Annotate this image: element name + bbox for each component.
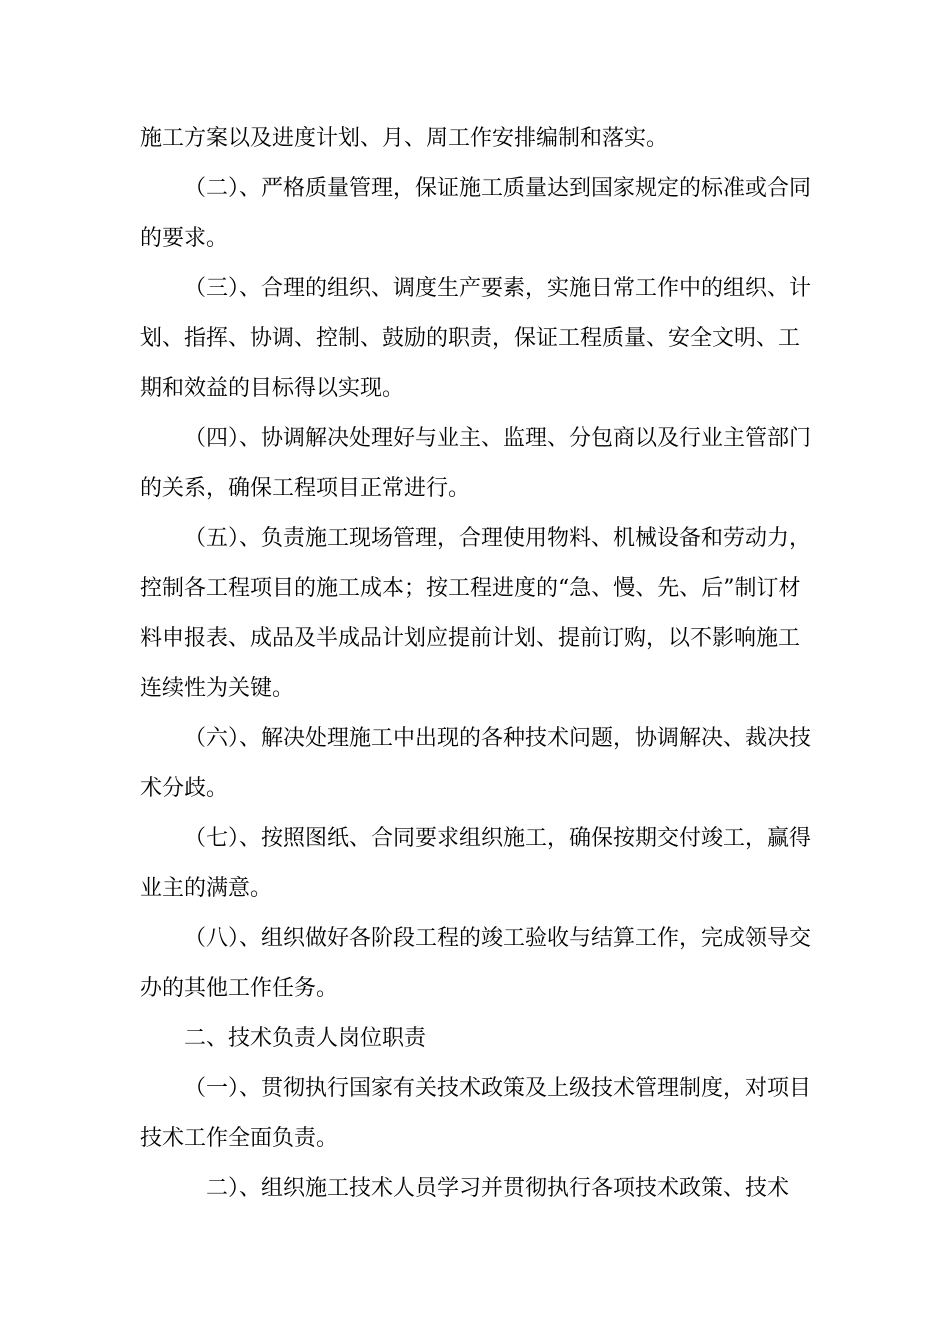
paragraph-item-5: （五）、负责施工现场管理，合理使用物料、机械设备和劳动力，控制各工程项目的施工成本；按工程进度的“急、慢、先、后”制订材料申报表、成品及半成品计划应提前计划、提前订购，以不影响施工连续性为关键。 bbox=[140, 526, 812, 701]
paragraph-item-4: （四）、协调解决处理好与业主、监理、分包商以及行业主管部门的关系，确保工程项目正常进行。 bbox=[140, 426, 812, 501]
document-body bbox=[140, 114, 820, 1214]
paragraph-item-8: （八）、组织做好各阶段工程的竣工验收与结算工作，完成领导交办的其他工作任务。 bbox=[140, 926, 812, 1001]
paragraph-tech-item-1: （一）、贯彻执行国家有关技术政策及上级技术管理制度，对项目技术工作全面负责。 bbox=[140, 1076, 812, 1151]
paragraph-item-6: （六）、解决处理施工中出现的各种技术问题，协调解决、裁决技术分歧。 bbox=[140, 726, 812, 801]
paragraph-tech-item-2: 二）、组织施工技术人员学习并贯彻执行各项技术政策、技术 bbox=[206, 1176, 790, 1201]
paragraph-item-3: （三）、合理的组织、调度生产要素，实施日常工作中的组织、计划、指挥、协调、控制、鼓励的职责，保证工程质量、安全文明、工期和效益的目标得以实现。 bbox=[140, 276, 812, 401]
paragraph-continuation: 施工方案以及进度计划、月、周工作安排编制和落实。 bbox=[140, 126, 669, 151]
section-heading: 二、技术负责人岗位职责 bbox=[184, 1026, 427, 1051]
paragraph-item-7: （七）、按照图纸、合同要求组织施工，确保按期交付竣工，赢得业主的满意。 bbox=[140, 826, 812, 901]
paragraph-item-2: （二）、严格质量管理，保证施工质量达到国家规定的标准或合同的要求。 bbox=[140, 176, 812, 251]
